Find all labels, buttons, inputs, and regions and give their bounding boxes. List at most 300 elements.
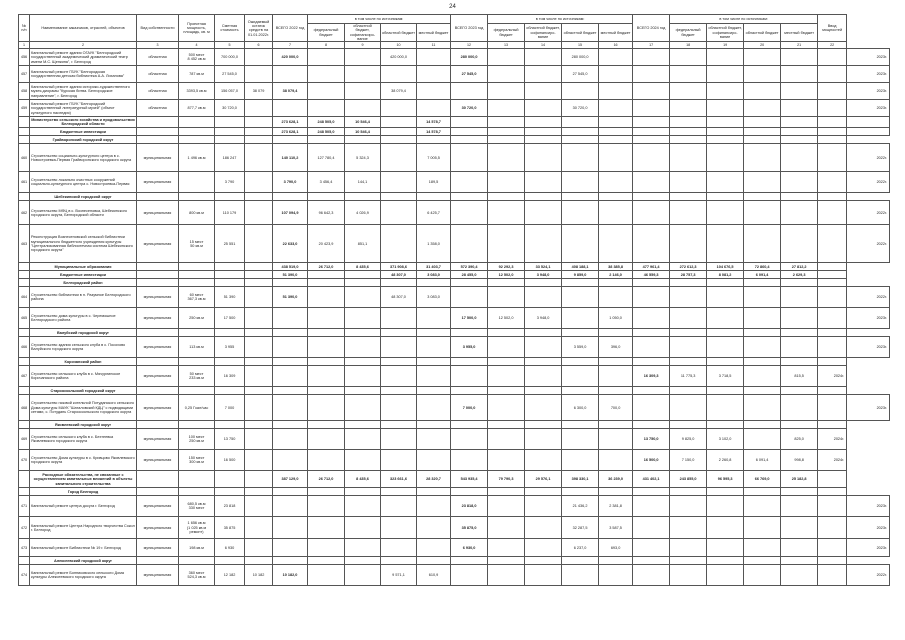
amount-cell	[562, 366, 599, 387]
empty-cell	[273, 557, 308, 565]
amount-cell	[670, 565, 707, 586]
amount-cell	[381, 201, 417, 225]
col-header-name: Наименование заказчиков, отраслей, объектов	[30, 15, 137, 42]
summary-row	[19, 128, 890, 136]
amount-cell: 3 948,0	[525, 271, 562, 279]
amount-cell: 371 908,6	[381, 263, 417, 271]
col-header-num: № п/п	[19, 15, 30, 42]
amount-cell	[273, 496, 308, 517]
empty-cell	[781, 387, 818, 395]
empty-cell	[215, 117, 245, 128]
col-header-federal: федеральный бюджет	[670, 24, 707, 42]
amount-cell: 477 961,4	[633, 263, 670, 271]
amount-cell	[707, 83, 744, 100]
amount-cell	[744, 117, 781, 128]
amount-cell	[707, 517, 744, 539]
amount-cell	[381, 144, 417, 172]
empty-cell	[818, 557, 847, 565]
table-row	[19, 66, 890, 83]
empty-cell	[215, 329, 245, 337]
amount-cell	[381, 496, 417, 517]
amount-cell	[308, 395, 345, 421]
object-name: Капитальный ремонт Библиотеки № 19 г. Белгород	[30, 539, 137, 557]
remainder	[245, 308, 273, 329]
amount-cell	[633, 539, 670, 557]
capacity: 250 кв.м	[179, 308, 215, 329]
empty-cell	[744, 358, 781, 366]
empty-cell	[137, 263, 179, 271]
remainder	[245, 366, 273, 387]
amount-cell	[744, 172, 781, 193]
column-number: 13	[488, 42, 525, 49]
amount-cell: 3 083,0	[417, 287, 451, 308]
empty-cell	[525, 387, 562, 395]
estimate-cost: 700 000,0	[215, 49, 245, 66]
amount-cell: 572 390,4	[451, 263, 488, 271]
estimate-cost: 3 790	[215, 172, 245, 193]
amount-cell	[345, 100, 381, 117]
empty-cell	[179, 136, 215, 144]
amount-cell: 38 385,8	[599, 263, 633, 271]
section-header-row	[19, 421, 890, 429]
row-number-cell	[19, 358, 30, 366]
empty-cell	[245, 193, 273, 201]
empty-cell	[215, 358, 245, 366]
amount-cell	[381, 117, 417, 128]
section-header-row	[19, 193, 890, 201]
empty-cell	[345, 329, 381, 337]
amount-cell	[525, 83, 562, 100]
empty-cell	[381, 279, 417, 287]
col-header-regional-cofin: областной бюджет, софинансиро-вание	[707, 24, 744, 42]
empty-cell	[381, 329, 417, 337]
amount-cell	[417, 366, 451, 387]
amount-cell	[818, 100, 847, 117]
col-header-regional-cofin: областной бюджет, софинансиро-вание	[345, 24, 381, 42]
amount-cell	[744, 83, 781, 100]
empty-cell	[707, 193, 744, 201]
column-number: 22	[818, 42, 847, 49]
empty-cell	[417, 329, 451, 337]
empty-cell	[562, 488, 599, 496]
empty-cell	[633, 358, 670, 366]
amount-cell: 6 930,0	[451, 539, 488, 557]
remainder	[245, 66, 273, 83]
amount-cell	[818, 395, 847, 421]
empty-cell	[525, 488, 562, 496]
empty-cell	[417, 557, 451, 565]
amount-cell	[488, 496, 525, 517]
empty-cell	[179, 128, 215, 136]
estimate-cost: 16 500	[215, 450, 245, 471]
amount-cell	[707, 308, 744, 329]
empty-cell	[215, 128, 245, 136]
section-header-row	[19, 136, 890, 144]
estimate-cost: 3 955	[215, 337, 245, 358]
amount-cell	[670, 100, 707, 117]
empty-cell	[137, 117, 179, 128]
amount-cell: 79 790,3	[488, 471, 525, 488]
empty-cell	[670, 488, 707, 496]
col-header-estimate: Сметная стоимость	[215, 15, 245, 42]
amount-cell	[818, 225, 847, 263]
amount-cell	[707, 117, 744, 128]
column-number: 18	[670, 42, 707, 49]
section-title: Яковлевский городской округ	[30, 421, 137, 429]
commission-year: 2023г.	[847, 337, 890, 358]
commission-year: 2022г.	[847, 172, 890, 193]
col-header-capacity: Проектная мощность, площадь, кв. м	[179, 15, 215, 42]
amount-cell: 387 129,0	[273, 471, 308, 488]
col-header-sources-2024: в том числе по источникам:	[670, 15, 818, 24]
ownership-type: муниципальная	[137, 517, 179, 539]
amount-cell: 431 402,1	[633, 471, 670, 488]
empty-cell	[633, 488, 670, 496]
amount-cell: 11 775,3	[670, 366, 707, 387]
object-name: Строительство МФЦ в с. Вознесеновка, Шебекинского городского округа, Белгородской области	[30, 201, 137, 225]
empty-cell	[818, 279, 847, 287]
amount-cell	[488, 83, 525, 100]
empty-cell	[215, 471, 245, 488]
row-number-cell	[19, 128, 30, 136]
empty-cell	[818, 421, 847, 429]
empty-cell	[179, 329, 215, 337]
amount-cell	[451, 287, 488, 308]
amount-cell: 396,0	[599, 337, 633, 358]
amount-cell	[818, 172, 847, 193]
empty-cell	[215, 279, 245, 287]
amount-cell	[670, 49, 707, 66]
amount-cell: 14 578,7	[417, 128, 451, 136]
section-header-row	[19, 557, 890, 565]
col-header-total-2022: ВСЕГО 2022 год	[273, 15, 308, 42]
empty-cell	[707, 279, 744, 287]
amount-cell: 7 000,0	[451, 395, 488, 421]
amount-cell: 14 578,7	[417, 117, 451, 128]
empty-cell	[179, 488, 215, 496]
col-header-federal: федеральный бюджет	[308, 24, 345, 42]
amount-cell	[525, 450, 562, 471]
amount-cell	[599, 83, 633, 100]
amount-cell: 438 519,0	[273, 263, 308, 271]
amount-cell	[417, 337, 451, 358]
summary-row	[19, 117, 890, 128]
row-number: 458	[19, 83, 30, 100]
amount-cell	[525, 117, 562, 128]
empty-cell	[245, 128, 273, 136]
amount-cell	[308, 100, 345, 117]
object-name: Строительство сельского клуба в с. Мячурлинское Корочанского района	[30, 366, 137, 387]
empty-cell	[179, 358, 215, 366]
amount-cell	[599, 565, 633, 586]
empty-cell	[562, 387, 599, 395]
table-row	[19, 201, 890, 225]
empty-cell	[245, 329, 273, 337]
amount-cell: 23 818,0	[451, 496, 488, 517]
commission-year: 2024г.	[818, 366, 847, 387]
amount-cell	[599, 117, 633, 128]
amount-cell: 189,5	[417, 172, 451, 193]
amount-cell	[670, 201, 707, 225]
empty-cell	[525, 193, 562, 201]
amount-cell	[818, 49, 847, 66]
amount-cell: 2 629,3	[781, 271, 818, 279]
empty-cell	[488, 421, 525, 429]
ownership-type: областная	[137, 66, 179, 83]
amount-cell	[308, 565, 345, 586]
amount-cell: 9 825,0	[670, 429, 707, 450]
amount-cell: 22 633,0	[273, 225, 308, 263]
amount-cell: 2 260,8	[707, 450, 744, 471]
empty-cell	[488, 358, 525, 366]
amount-cell	[781, 496, 818, 517]
empty-cell	[525, 358, 562, 366]
amount-cell	[345, 539, 381, 557]
amount-cell: 48 307,0	[381, 271, 417, 279]
commission-year: 2023г.	[847, 395, 890, 421]
amount-cell	[707, 100, 744, 117]
empty-cell	[179, 387, 215, 395]
amount-cell	[488, 539, 525, 557]
remainder	[245, 144, 273, 172]
amount-cell	[273, 517, 308, 539]
amount-cell	[273, 66, 308, 83]
section-header-row	[19, 329, 890, 337]
column-number: 1	[19, 42, 30, 49]
amount-cell	[488, 225, 525, 263]
table-row	[19, 100, 890, 117]
estimate-cost: 35 875	[215, 517, 245, 539]
amount-cell	[525, 49, 562, 66]
amount-cell	[707, 565, 744, 586]
empty-cell	[818, 387, 847, 395]
amount-cell	[599, 450, 633, 471]
amount-cell	[599, 144, 633, 172]
amount-cell: 9 571,1	[381, 565, 417, 586]
empty-cell	[137, 358, 179, 366]
estimate-cost: 156 057,0	[215, 83, 245, 100]
amount-cell	[488, 565, 525, 586]
object-name: Строительство газовой котельной Потуданского сельского Дома культуры МАУК "Шаталовский КДЦ" с подводящими сетями, с. Потудань Старооскольского городского округа	[30, 395, 137, 421]
object-name: Строительство сельского клуба в с. Бехтеевка Яковлевского городского округа	[30, 429, 137, 450]
amount-cell: 104 676,5	[707, 263, 744, 271]
amount-cell	[525, 395, 562, 421]
empty-cell	[273, 358, 308, 366]
empty-cell	[273, 421, 308, 429]
amount-cell	[451, 201, 488, 225]
row-number-cell	[19, 193, 30, 201]
amount-cell	[633, 337, 670, 358]
table-row	[19, 144, 890, 172]
table-row	[19, 395, 890, 421]
section-title: Город Белгород	[30, 488, 137, 496]
amount-cell	[525, 128, 562, 136]
amount-cell: 815,5	[781, 366, 818, 387]
amount-cell	[417, 517, 451, 539]
empty-cell	[308, 557, 345, 565]
column-number-row	[19, 42, 890, 49]
column-number: 19	[707, 42, 744, 49]
capacity: 113 кв.м	[179, 337, 215, 358]
amount-cell	[781, 287, 818, 308]
empty-cell	[308, 358, 345, 366]
empty-cell	[562, 136, 599, 144]
empty-cell	[417, 358, 451, 366]
empty-cell	[417, 488, 451, 496]
column-number: 16	[599, 42, 633, 49]
amount-cell	[488, 66, 525, 83]
amount-cell: 543 935,4	[451, 471, 488, 488]
amount-cell: 96 642,3	[308, 201, 345, 225]
amount-cell	[781, 128, 818, 136]
empty-cell	[273, 193, 308, 201]
remainder	[245, 450, 273, 471]
empty-cell	[215, 263, 245, 271]
amount-cell	[381, 100, 417, 117]
amount-cell	[488, 429, 525, 450]
amount-cell	[488, 144, 525, 172]
empty-cell	[488, 329, 525, 337]
amount-cell	[381, 172, 417, 193]
empty-cell	[308, 193, 345, 201]
amount-cell	[670, 172, 707, 193]
amount-cell: 20 423,9	[308, 225, 345, 263]
amount-cell	[345, 565, 381, 586]
amount-cell	[744, 144, 781, 172]
remainder	[245, 100, 273, 117]
amount-cell	[633, 49, 670, 66]
amount-cell: 7 150,0	[670, 450, 707, 471]
commission-year: 2023г.	[847, 83, 890, 100]
summary-row	[19, 271, 890, 279]
amount-cell	[417, 83, 451, 100]
amount-cell: 28 320,7	[417, 471, 451, 488]
amount-cell: 825,0	[781, 429, 818, 450]
ownership-type: областная	[137, 100, 179, 117]
amount-cell: 2 146,0	[599, 271, 633, 279]
amount-cell: 21 436,2	[562, 496, 599, 517]
amount-cell	[744, 49, 781, 66]
amount-cell	[562, 201, 599, 225]
section-title: Корочанский район	[30, 358, 137, 366]
col-header-federal: федеральный бюджет	[488, 24, 525, 42]
amount-cell	[451, 565, 488, 586]
empty-cell	[818, 193, 847, 201]
amount-cell	[599, 172, 633, 193]
table-body	[19, 49, 890, 586]
amount-cell: 127 780,4	[308, 144, 345, 172]
amount-cell	[781, 308, 818, 329]
amount-cell	[707, 49, 744, 66]
amount-cell	[381, 395, 417, 421]
amount-cell	[599, 429, 633, 450]
empty-cell	[488, 387, 525, 395]
amount-cell	[381, 128, 417, 136]
amount-cell: 26 712,0	[308, 263, 345, 271]
commission-year-cell	[818, 263, 847, 271]
amount-cell	[417, 395, 451, 421]
amount-cell: 3 587,5	[599, 517, 633, 539]
amount-cell	[381, 429, 417, 450]
amount-cell	[488, 100, 525, 117]
capacity: 0,25 Гкал/час	[179, 395, 215, 421]
amount-cell: 6 237,0	[562, 539, 599, 557]
row-number: 472	[19, 517, 30, 539]
amount-cell	[781, 66, 818, 83]
commission-year-cell	[818, 271, 847, 279]
ownership-type: муниципальная	[137, 201, 179, 225]
amount-cell	[781, 225, 818, 263]
amount-cell	[670, 395, 707, 421]
amount-cell	[525, 287, 562, 308]
empty-cell	[417, 421, 451, 429]
amount-cell	[744, 66, 781, 83]
ownership-type: муниципальная	[137, 308, 179, 329]
empty-cell	[273, 488, 308, 496]
ownership-type: муниципальная	[137, 496, 179, 517]
empty-cell	[417, 387, 451, 395]
empty-cell	[744, 488, 781, 496]
amount-cell	[562, 565, 599, 586]
amount-cell	[744, 539, 781, 557]
object-name: Строительство здания сельского клуба в с. Посохово Валуйского городского округа	[30, 337, 137, 358]
capacity: 1 656 кв.м (1 025 кв.м ремонт)	[179, 517, 215, 539]
empty-cell	[417, 193, 451, 201]
amount-cell	[345, 366, 381, 387]
empty-cell	[599, 358, 633, 366]
ownership-type: областная	[137, 49, 179, 66]
object-name: Строительство социально-культурного центра в с. Новостроевка-Первая Грайворонского городского округа	[30, 144, 137, 172]
amount-cell: 3 083,0	[417, 271, 451, 279]
amount-cell	[707, 225, 744, 263]
amount-cell	[633, 395, 670, 421]
empty-cell	[137, 193, 179, 201]
section-title: Валуйский городской округ	[30, 329, 137, 337]
amount-cell	[451, 225, 488, 263]
amount-cell	[781, 517, 818, 539]
empty-cell	[633, 193, 670, 201]
estimate-cost: 17 500	[215, 308, 245, 329]
amount-cell	[488, 517, 525, 539]
amount-cell: 36 239,0	[599, 471, 633, 488]
object-name: Строительство библиотеки в п. Разумное Белгородского района	[30, 287, 137, 308]
amount-cell	[417, 496, 451, 517]
amount-cell: 38 079,4	[381, 83, 417, 100]
amount-cell	[345, 66, 381, 83]
amount-cell	[417, 100, 451, 117]
column-number: 8	[308, 42, 345, 49]
amount-cell	[488, 366, 525, 387]
amount-cell: 10 546,4	[345, 117, 381, 128]
empty-cell	[562, 193, 599, 201]
empty-cell	[245, 117, 273, 128]
col-header-local: местный бюджет	[417, 24, 451, 42]
empty-cell	[633, 279, 670, 287]
column-number: 10	[381, 42, 417, 49]
empty-cell	[273, 387, 308, 395]
empty-cell	[451, 329, 488, 337]
empty-cell	[670, 387, 707, 395]
amount-cell: 51 390,0	[273, 287, 308, 308]
empty-cell	[781, 358, 818, 366]
amount-cell	[599, 66, 633, 83]
amount-cell	[781, 117, 818, 128]
header-row-top	[19, 15, 890, 24]
amount-cell: 700,0	[599, 395, 633, 421]
amount-cell	[451, 117, 488, 128]
row-number: 460	[19, 144, 30, 172]
amount-cell	[818, 337, 847, 358]
